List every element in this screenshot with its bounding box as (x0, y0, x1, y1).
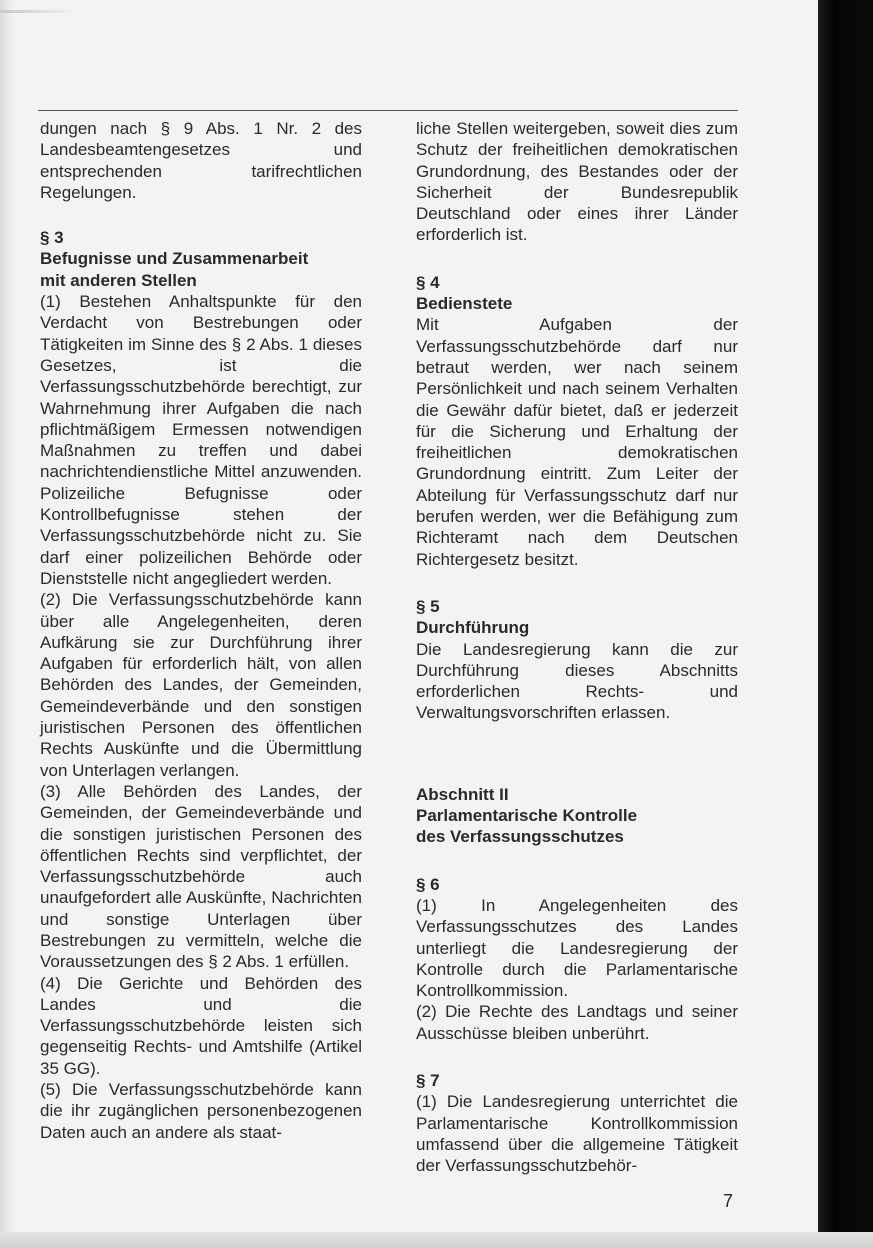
page-number: 7 (723, 1191, 734, 1211)
page-bottom-edge (0, 1232, 873, 1248)
section-5-number: § 5 (416, 596, 440, 616)
section-4-number: § 4 (416, 272, 440, 292)
scan-shadow (0, 0, 14, 1248)
section-3-title-line-2: mit anderen Stellen (40, 270, 197, 290)
section-6-number: § 6 (416, 874, 440, 894)
section-3-paragraph-1: (1) Bestehen Anhaltspunkte für den Verdacht von Bestrebungen oder Tätigkeiten im Sinne des § 2 Abs. 1 dieses Gesetzes, ist die Verfassungsschutzbehörde berechtigt, zur Wahrnehmung ihrer Aufgaben die nach pflichtmäßigem Ermessen notwendigen Maßnahmen zu treffen und dabei nachrichtendienstliche Mittel anzuwenden. Polizeiliche Befugnisse oder Kontrollbefugnisse stehen der Verfassungsschutzbehörde nicht zu. Sie darf einer polizeilichen Behörde oder Dienststelle nicht angegliedert werden. (40, 292, 362, 588)
section-4-text: Mit Aufgaben der Verfassungsschutzbehörde darf nur betraut werden, wer nach seinem Persönlichkeit und nach seinem Verhalten die Gewähr dafür bietet, daß er jederzeit für die Sicherung und Erhaltung der freiheitlichen demokratischen Grundordnung eintritt. Zum Leiter der Abteilung für Verfassungsschutz darf nur berufen werden, wer die Befähigung zum Richteramt nach dem Deutschen Richtergesetz besitzt. (416, 315, 738, 569)
section-7-paragraph-1: (1) Die Landesregierung unterrichtet die Parlamentarische Kontrollkommission umfassend über die allgemeine Tätigkeit der Verfassungsschutzbehör- (416, 1092, 738, 1176)
section-3-number: § 3 (40, 228, 64, 248)
section-6-paragraph-2: (2) Die Rechte des Landtags und seiner Ausschüsse bleiben unberührt. (416, 1002, 738, 1043)
section-3-paragraph-3: (3) Alle Behörden des Landes, der Gemeinden, der Gemeindeverbände und die sonstigen juristischen Personen des öffentlichen Rechts sind verpflichtet, der Verfassungsschutzbehörde auch unaufgefordert alle Auskünfte, Nachrichten und sonstige Unterlagen über Bestrebungen zu vermitteln, welche die Voraussetzungen des § 2 Abs. 1 erfüllen. (40, 781, 362, 972)
section-4-title: Bedienstete (416, 294, 513, 314)
chapter-2-title-line-2: des Verfassungsschutzes (416, 827, 624, 847)
right-column (416, 118, 738, 1176)
section-5-title: Durchführung (416, 618, 530, 638)
book-binding-edge (818, 0, 873, 1248)
intro-paragraph: dungen nach § 9 Abs. 1 Nr. 2 des Landesbeamtengesetzes und entsprechenden tarifrechtlichen Regelungen. (40, 119, 362, 202)
continuation-paragraph: liche Stellen weitergeben, soweit dies zum Schutz der freiheitlichen demokratischen Grundordnung, des Bestandes oder der Sicherheit der Bundesrepublik Deutschland oder eines ihrer Länder erforderlich ist. (416, 119, 738, 245)
chapter-2-label: Abschnitt II (416, 784, 509, 804)
section-3-paragraph-5: (5) Die Verfassungsschutzbehörde kann die ihr zugänglichen personenbezogenen Daten auch an andere als staat- (40, 1080, 362, 1142)
section-7-number: § 7 (416, 1070, 440, 1090)
section-5-text: Die Landesregierung kann die zur Durchführung dieses Abschnitts erforderlichen Rechts- und Verwaltungsvorschriften erlassen. (416, 639, 738, 723)
chapter-2-title-line-1: Parlamentarische Kontrolle (416, 806, 638, 826)
section-3-title-line-1: Befugnisse und Zusammenarbeit (40, 249, 309, 269)
section-6-paragraph-1: (1) In Angelegenheiten des Verfassungsschutzes des Landes unterliegt die Landesregierung der Kontrolle durch die Parlamentarische Kontrollkommission. (416, 895, 738, 1001)
left-column (40, 118, 362, 1143)
section-3-paragraph-2: (2) Die Verfassungsschutzbehörde kann über alle Angelegenheiten, deren Aufkärung sie zur Durchführung ihrer Aufgaben für erforderlich hält, von allen Behörden des Landes, der Gemeinden, Gemeindeverbände und den sonstigen juristischen Personen des öffentlichen Rechts Auskünfte und die Übermittlung von Unterlagen verlangen. (40, 590, 362, 780)
scan-corner-mark (0, 10, 80, 13)
section-3-paragraph-4: (4) Die Gerichte und Behörden des Landes und die Verfassungsschutzbehörde leisten sich gegenseitig Rechts- und Amtshilfe (Artikel 35 GG). (40, 973, 362, 1078)
header-rule (38, 110, 738, 111)
